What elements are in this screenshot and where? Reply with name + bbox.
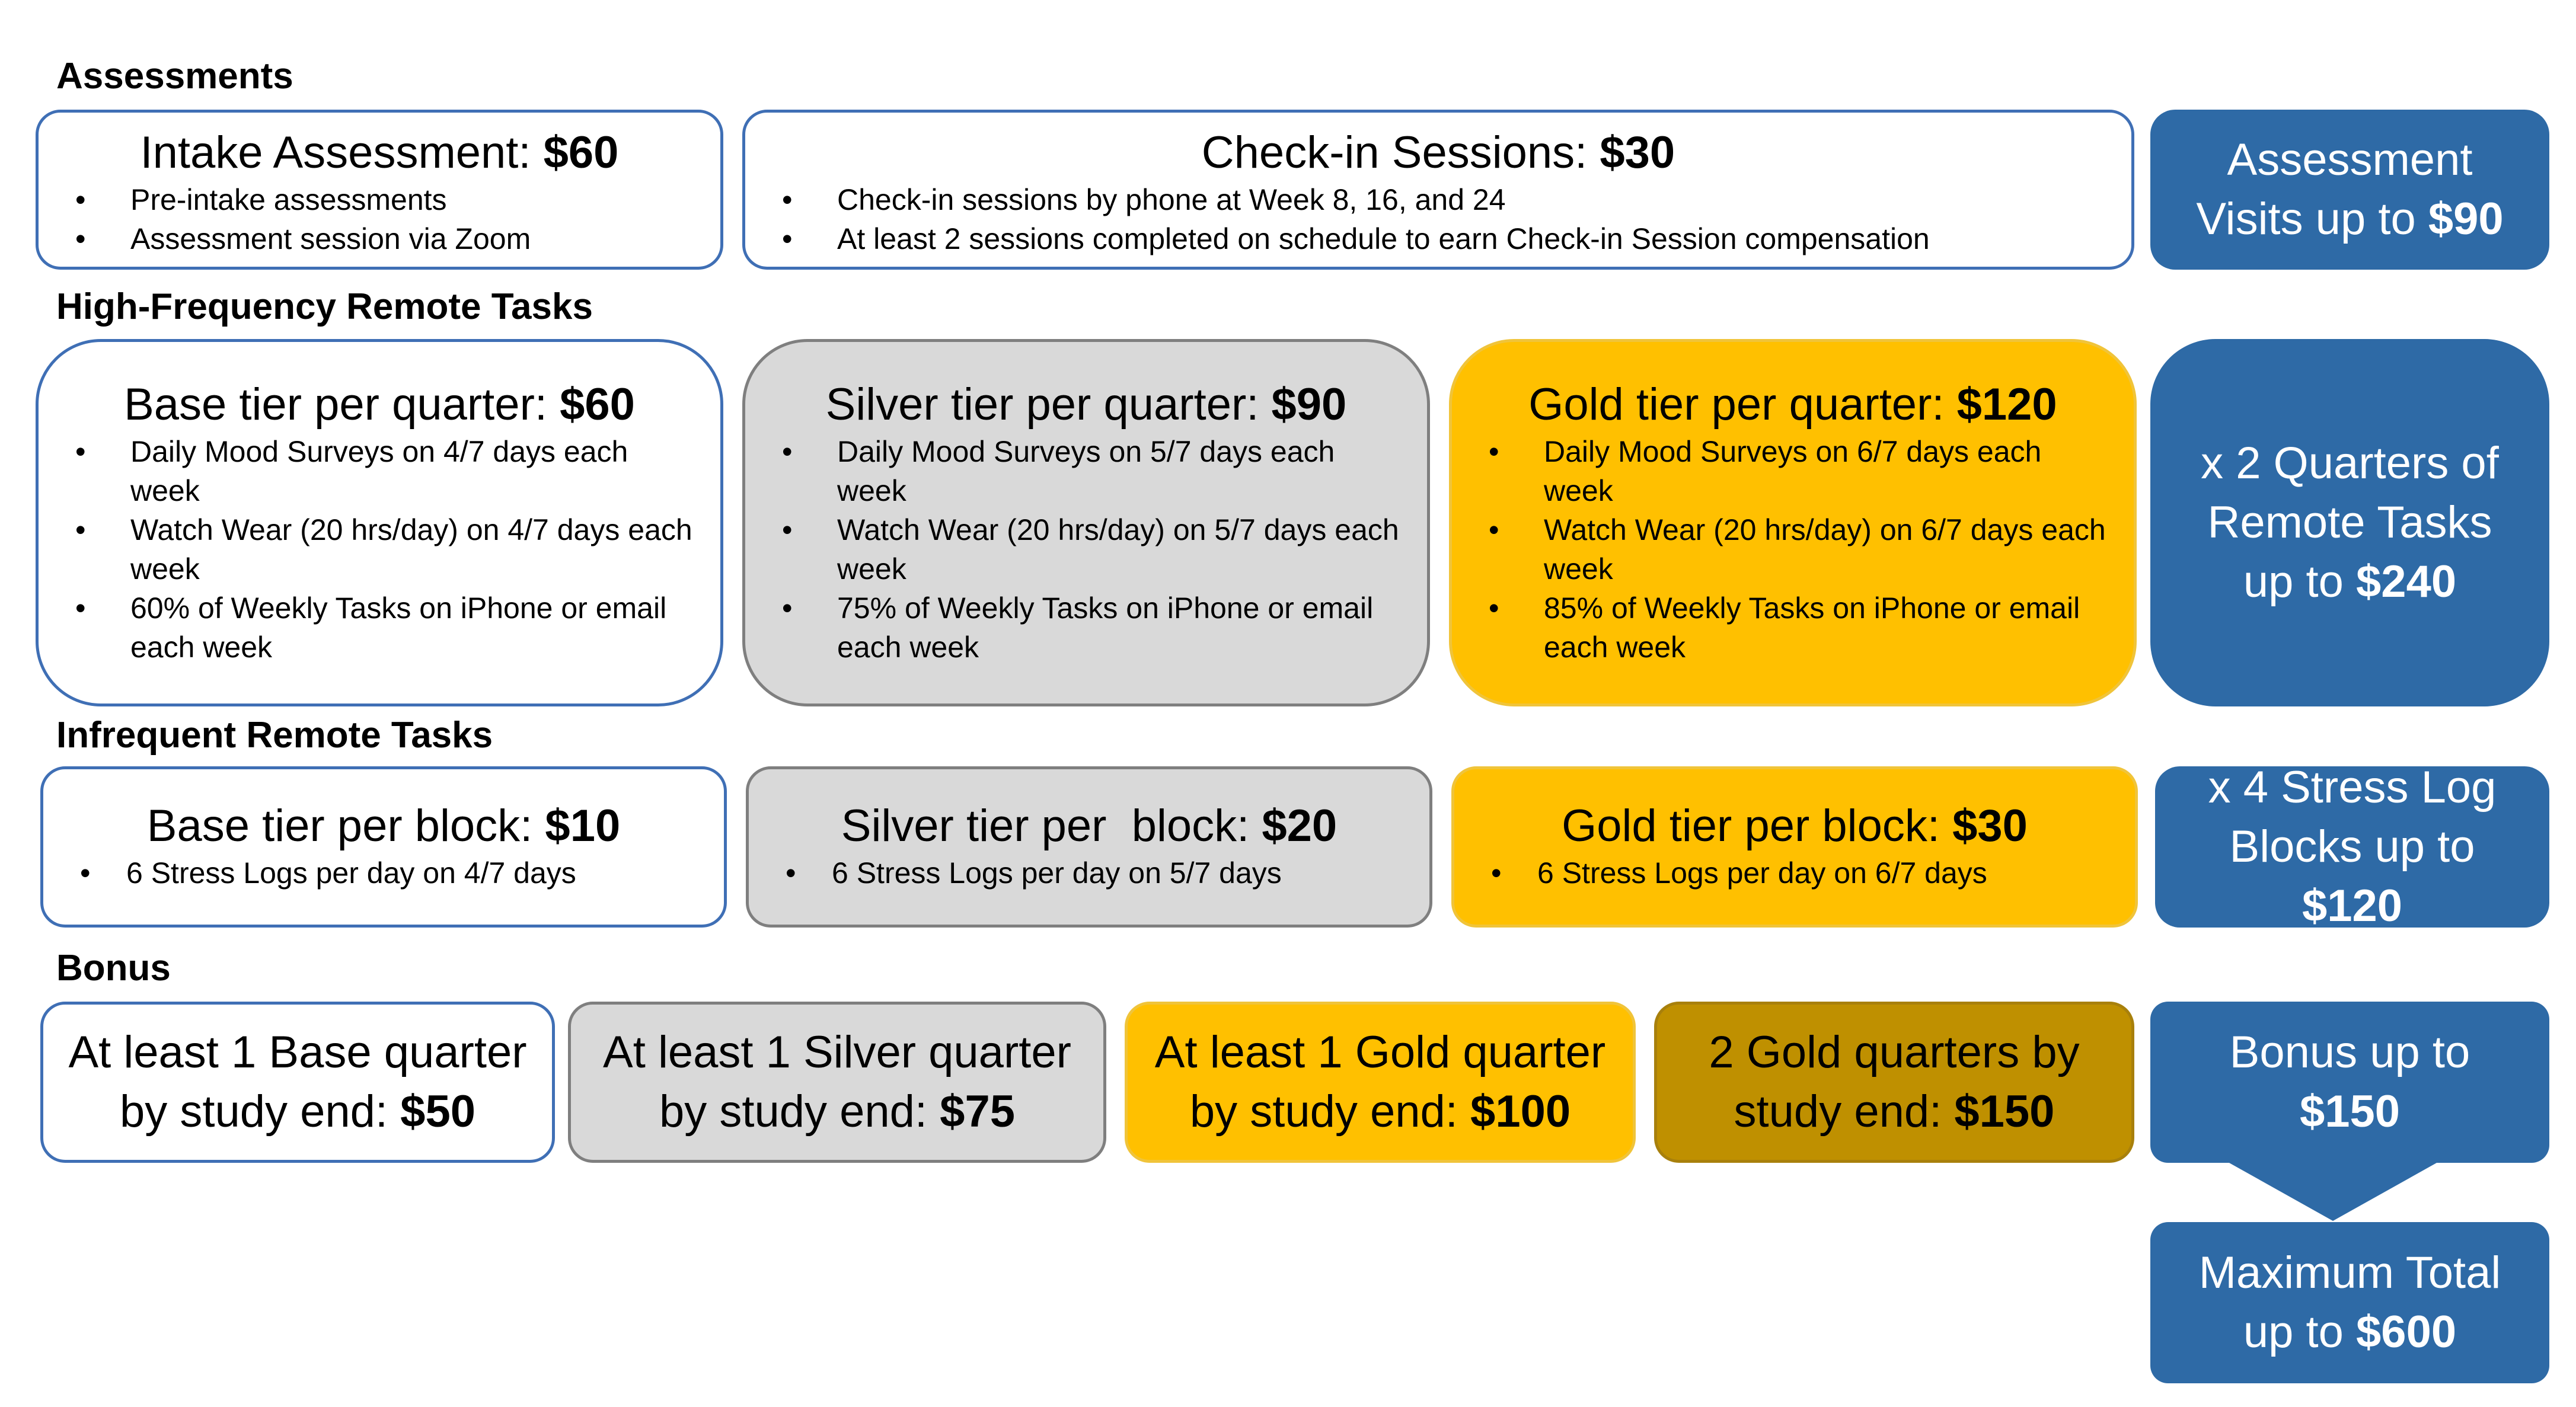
- remote-tasks-quarters-summary: x 2 Quarters of Remote Tasks up to $240: [2150, 339, 2549, 706]
- stress-log-blocks-summary: x 4 Stress Log Blocks up to $120: [2155, 766, 2549, 928]
- pointer-arrow-shape: [2229, 1163, 2437, 1221]
- infrequent-silver-tier-title: Silver tier per block: $20: [841, 801, 1338, 851]
- infrequent-gold-tier-title: Gold tier per block: $30: [1562, 801, 2028, 851]
- list-item: • 6 Stress Logs per day on 4/7 days: [67, 853, 700, 893]
- intake-assessment-title: Intake Assessment: $60: [140, 127, 619, 178]
- bonus-base-card: At least 1 Base quarter by study end: $50: [40, 1002, 555, 1163]
- section-heading-high-frequency: High-Frequency Remote Tasks: [56, 286, 593, 327]
- bonus-gold-card: At least 1 Gold quarter by study end: $100: [1125, 1002, 1636, 1163]
- infrequent-base-tier-title: Base tier per block: $10: [146, 801, 621, 851]
- list-item: • 60% of Weekly Tasks on iPhone or email each week: [62, 589, 697, 667]
- list-item: • Check-in sessions by phone at Week 8, 16, and 24: [769, 180, 2108, 219]
- section-heading-assessments: Assessments: [56, 56, 293, 97]
- maximum-total-summary: Maximum Total up to $600: [2150, 1222, 2549, 1383]
- list-item: • Pre-intake assessments: [62, 180, 697, 219]
- list-item: • Daily Mood Surveys on 4/7 days each week: [62, 432, 697, 510]
- section-heading-infrequent: Infrequent Remote Tasks: [56, 715, 493, 756]
- list-item: • Daily Mood Surveys on 5/7 days each week: [769, 432, 1403, 510]
- list-item: • 6 Stress Logs per day on 6/7 days: [1478, 853, 2111, 893]
- list-item: • At least 2 sessions completed on schedule to earn Check-in Session compensation: [769, 219, 2108, 258]
- list-item: • 6 Stress Logs per day on 5/7 days: [773, 853, 1406, 893]
- checkin-sessions-title: Check-in Sessions: $30: [1201, 127, 1675, 178]
- bonus-silver-card: At least 1 Silver quarter by study end: $75: [568, 1002, 1106, 1163]
- list-item: • Watch Wear (20 hrs/day) on 6/7 days each week: [1476, 510, 2110, 589]
- list-item: • Watch Wear (20 hrs/day) on 5/7 days each week: [769, 510, 1403, 589]
- list-item: • 75% of Weekly Tasks on iPhone or email each week: [769, 589, 1403, 667]
- assessment-visits-summary: Assessment Visits up to $90: [2150, 110, 2549, 270]
- list-item: • Watch Wear (20 hrs/day) on 4/7 days each week: [62, 510, 697, 589]
- section-heading-bonus: Bonus: [56, 948, 171, 989]
- high-frequency-silver-tier-title: Silver tier per quarter: $90: [825, 379, 1347, 430]
- bonus-two-gold-card: 2 Gold quarters by study end: $150: [1654, 1002, 2134, 1163]
- bonus-summary: Bonus up to $150: [2150, 1002, 2549, 1163]
- list-item: • Assessment session via Zoom: [62, 219, 697, 258]
- list-item: • Daily Mood Surveys on 6/7 days each week: [1476, 432, 2110, 510]
- high-frequency-base-tier-title: Base tier per quarter: $60: [124, 379, 635, 430]
- high-frequency-gold-tier-title: Gold tier per quarter: $120: [1528, 379, 2057, 430]
- list-item: • 85% of Weekly Tasks on iPhone or email each week: [1476, 589, 2110, 667]
